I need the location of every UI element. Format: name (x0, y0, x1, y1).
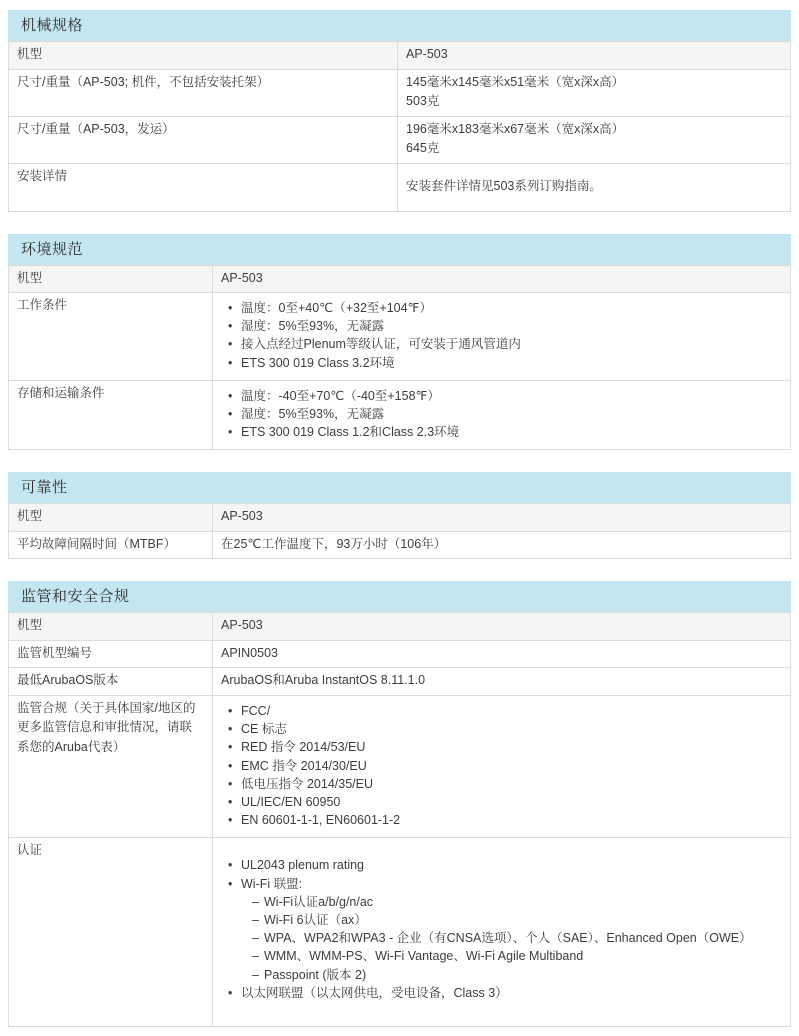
bullet-item (228, 875, 782, 984)
row-value (398, 117, 790, 163)
bullet-text: ETS 300 019 Class 3.2环境 (241, 355, 395, 370)
bullet-item (228, 335, 782, 353)
row-value (213, 696, 790, 837)
sub-bullet-item: – WPA、WPA2和WPA3 - 企业（有CNSA选项）、个人（SAE）、Enhanced Open（OWE） (252, 929, 782, 947)
row-value (213, 838, 790, 1026)
row-value (398, 164, 790, 211)
value-line: AP-503 (406, 47, 448, 61)
bullet-item (228, 317, 782, 335)
bullet-list (221, 387, 782, 442)
table-row (9, 116, 790, 163)
row-label: 尺寸/重量（AP-503; 机件，不包括安装托架） (9, 70, 398, 116)
table-row (9, 69, 790, 116)
row-value (213, 504, 790, 531)
row-label: 机型 (9, 613, 213, 640)
row-value (213, 381, 790, 450)
bullet-text: FCC/ (241, 703, 271, 718)
sub-bullet-item: – Wi-Fi认证a/b/g/n/ac (252, 893, 782, 911)
value-line: 145毫米x145毫米x51毫米（宽x深x高） (406, 74, 625, 89)
section-title: 机械规格 (21, 17, 84, 34)
table-row (9, 504, 790, 531)
section-title: 可靠性 (21, 479, 68, 497)
row-label: 机型 (9, 504, 213, 531)
table-row (9, 837, 790, 1026)
row-label: 机型 (9, 266, 213, 293)
table-row (9, 613, 790, 640)
row-label: 安装详情 (9, 164, 398, 211)
row-label: 机型 (9, 42, 398, 69)
bullet-item (228, 387, 782, 405)
table-row (9, 380, 790, 450)
value-line: AP-503 (221, 509, 263, 524)
bullet-item (228, 423, 782, 441)
section-title: 环境规范 (21, 240, 84, 258)
bullet-text: 温度：0至+40℃（+32至+104℉） (241, 301, 432, 315)
bullet-list (221, 299, 782, 372)
row-label: 尺寸/重量（AP-503，发运） (9, 117, 398, 163)
row-value (398, 70, 790, 116)
row-label: 认证 (9, 838, 213, 1026)
value-line: 645克 (406, 141, 440, 155)
bullet-item (228, 984, 782, 1002)
row-label: 平均故障间隔时间（MTBF） (9, 532, 213, 559)
table-row (9, 695, 790, 837)
table-body (8, 612, 791, 1027)
bullet-text: 湿度：5%至93%，无凝露 (241, 407, 385, 422)
row-value (213, 532, 790, 559)
bullet-list (221, 856, 782, 1002)
table-body (8, 503, 791, 559)
row-value (213, 613, 790, 640)
bullet-text: UL2043 plenum rating (241, 858, 364, 873)
bullet-item (228, 738, 782, 756)
section-title: 监管和安全合规 (21, 588, 130, 606)
value-line: AP-503 (221, 270, 263, 285)
table-row (9, 640, 790, 668)
value-line: 安装套件详情见503系列订购指南。 (406, 178, 602, 193)
bullet-item (228, 793, 782, 811)
row-label: 工作条件 (9, 293, 213, 380)
section-header-reliability (8, 472, 791, 503)
bullet-list (221, 702, 782, 829)
spec-table-regulatory (8, 581, 791, 1027)
row-value (213, 641, 790, 668)
bullet-text: 低电压指令 2014/35/EU (241, 776, 373, 791)
bullet-item (228, 811, 782, 829)
bullet-item (228, 757, 782, 775)
row-label: 最低ArubaOS版本 (9, 668, 213, 695)
value-line: AP-503 (221, 618, 263, 633)
bullet-item (228, 405, 782, 423)
value-line: 196毫米x183毫米x67毫米（宽x深x高） (406, 121, 625, 136)
bullet-item (228, 702, 782, 720)
row-label: 监管机型编号 (9, 641, 213, 668)
table-row (9, 667, 790, 695)
table-body (8, 41, 791, 212)
spec-table-reliability (8, 472, 791, 559)
sub-bullet-item: – Wi-Fi 6认证（ax） (252, 911, 782, 929)
row-value (398, 42, 790, 69)
bullet-item (228, 856, 782, 874)
row-value (213, 266, 790, 293)
spec-tables (8, 10, 791, 1027)
section-header-regulatory (8, 581, 791, 612)
table-row (9, 531, 790, 559)
spec-table-mechanical (8, 10, 791, 212)
bullet-text: UL/IEC/EN 60950 (241, 794, 341, 809)
bullet-text: RED 指令 2014/53/EU (241, 740, 366, 755)
table-row (9, 266, 790, 293)
bullet-text: 湿度：5%至93%，无凝露 (241, 319, 385, 334)
row-label: 存储和运输条件 (9, 381, 213, 450)
sub-bullet-item: – Passpoint (版本 2) (252, 966, 782, 984)
bullet-text: 接入点经过Plenum等级认证，可安装于通风管道内 (241, 337, 521, 352)
table-row (9, 42, 790, 69)
bullet-text: Wi-Fi 联盟: (241, 876, 303, 891)
bullet-text: 以太网联盟（以太网供电，受电设备，Class 3） (241, 985, 508, 1000)
table-row (9, 292, 790, 380)
value-line: 在25℃工作温度下，93万小时（106年） (221, 536, 447, 551)
section-header-environmental (8, 234, 791, 265)
bullet-text: ETS 300 019 Class 1.2和Class 2.3环境 (241, 425, 460, 440)
table-body (8, 265, 791, 451)
bullet-text: EMC 指令 2014/30/EU (241, 758, 367, 773)
value-line: APIN0503 (221, 645, 278, 660)
value-line: 503克 (406, 94, 440, 108)
bullet-item (228, 720, 782, 738)
row-value (213, 668, 790, 695)
bullet-item (228, 775, 782, 793)
bullet-text: CE 标志 (241, 722, 287, 737)
sub-bullet-list (241, 893, 782, 984)
bullet-text: EN 60601-1-1, EN60601-1-2 (241, 813, 401, 828)
value-line: ArubaOS和Aruba InstantOS 8.11.1.0 (221, 673, 426, 688)
row-value (213, 293, 790, 380)
row-label: 监管合规（关于具体国家/地区的更多监管信息和审批情况，请联系您的Aruba代表） (9, 696, 213, 837)
spec-table-environmental (8, 234, 791, 451)
bullet-item (228, 354, 782, 372)
table-row (9, 163, 790, 211)
section-header-mechanical (8, 10, 791, 41)
bullet-item (228, 299, 782, 317)
bullet-text: 温度：-40至+70℃（-40至+158℉） (241, 388, 440, 403)
sub-bullet-item: – WMM、WMM-PS、Wi-Fi Vantage、Wi-Fi Agile Multiband (252, 947, 782, 965)
